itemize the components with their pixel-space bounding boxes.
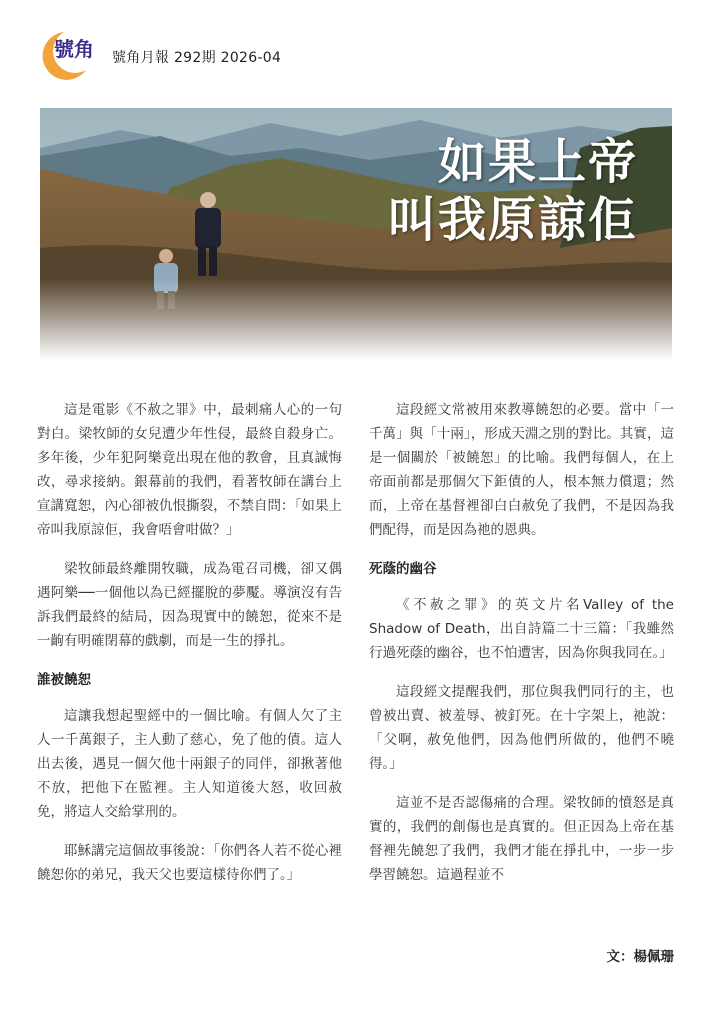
paragraph: 梁牧師最終離開牧職，成為電召司機，卻又偶遇阿樂──一個他以為已經擺脫的夢魘。導演沒有告訴我們最終的結局，因為現實中的饒恕，從來不是一齣有明確閉幕的戲劇，而是一生的掙扎。 — [37, 561, 342, 649]
title-line-2: 叫我原諒佢 — [387, 192, 638, 248]
paragraph: 這段經文提醒我們，那位與我們同行的主，也曾被出賣、被羞辱、被釘死。在十字架上，祂說：「父啊，赦免他們，因為他們所做的，他們不曉得。」 — [369, 684, 674, 772]
paragraph: 《不赦之罪》的英文片名Valley of the Shadow of Death，出自詩篇二十三篇：「我雖然行過死蔭的幽谷，也不怕遭害，因為你與我同在。」 — [369, 597, 674, 661]
title-line-1: 如果上帝 — [437, 134, 638, 190]
paragraph: 耶穌講完這個故事後說：「你們各人若不從心裡饒恕你的弟兄，我天父也要這樣待你們了。」 — [37, 843, 342, 883]
hero-banner — [40, 108, 672, 360]
magazine-logo — [34, 26, 106, 82]
logo-text: 號角 — [54, 37, 94, 61]
article-title — [388, 133, 638, 249]
paragraph: 這是電影《不赦之罪》中，最刺痛人心的一句對白。梁牧師的女兒遭少年性侵，最終自殺身亡。多年後，少年犯阿樂竟出現在他的教會，且真誠悔改，尋求接納。銀幕前的我們，看著牧師在講台上宣講寬恕，內心卻被仇恨撕裂，不禁自問：「如果上帝叫我原諒佢，我會唔會咁做？」 — [37, 402, 342, 538]
article-column-left — [37, 398, 342, 902]
paragraph: 這段經文常被用來教導饒恕的必要。當中「一千萬」與「十兩」，形成天淵之別的對比。其實，這是一個關於「被饒恕」的比喻。我們每個人，在上帝面前都是那個欠下鉅債的人，根本無力償還；然而，上帝在基督裡卻白白赦免了我們，不是因為我們配得，而是因為祂的恩典。 — [369, 402, 674, 538]
paragraph: 這並不是否認傷痛的合理。梁牧師的憤怒是真實的，我們的創傷也是真實的。但正因為上帝在基督裡先饒恕了我們，我們才能在掙扎中，一步一步學習饒恕。這過程並不 — [369, 795, 674, 883]
article-column-right — [369, 398, 674, 902]
paragraph: 這讓我想起聖經中的一個比喻。有個人欠了主人一千萬銀子，主人動了慈心，免了他的債。這人出去後，遇見一個欠他十兩銀子的同伴，卻揪著他不放，把他下在監裡。主人知道後大怒，收回赦免，將這人交給掌刑的。 — [37, 708, 342, 820]
section-heading: 死蔭的幽谷 — [369, 561, 437, 577]
section-heading: 誰被饒恕 — [37, 672, 91, 688]
issue-info: 號角月報 292期 2026-04 — [112, 50, 282, 66]
author-byline: 文：楊佩珊 — [606, 949, 674, 965]
